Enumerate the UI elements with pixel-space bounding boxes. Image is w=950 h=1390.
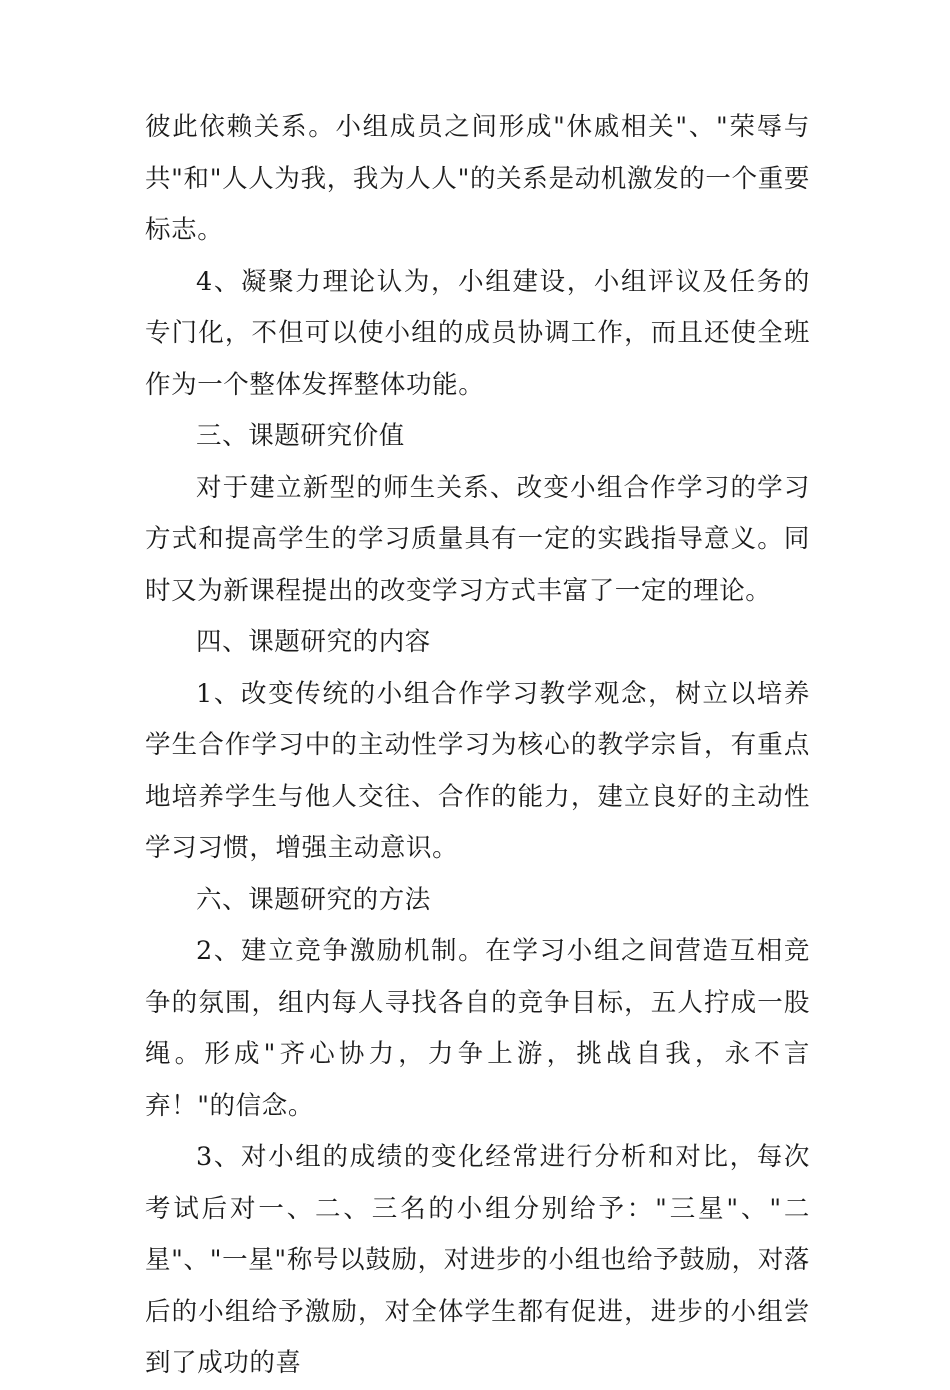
section-heading-research-method: 六、课题研究的方法 [196,884,431,915]
paragraph-content-item-1: 1、改变传统的小组合作学习教学观念，树立以培养学生合作学习中的主动性学习为核心的教学宗旨，有重点地培养学生与他人交往、合作的能力，建立良好的主动性学习习惯，增强主动意识。 [145,678,810,863]
paragraph-method-item-3: 3、对小组的成绩的变化经常进行分析和对比，每次考试后对一、二、三名的小组分别给予："三星"、"二星"、"一星"称号以鼓励，对进步的小组也给予鼓励，对落后的小组给予激励，对全体学生都有促进，进步的小组尝到了成功的喜 [145,1142,810,1378]
paragraph-research-value: 对于建立新型的师生关系、改变小组合作学习的学习方式和提高学生的学习质量具有一定的实践指导意义。同时又为新课程提出的改变学习方式丰富了一定的理论。 [145,472,810,606]
paragraph-continuation: 彼此依赖关系。小组成员之间形成"休戚相关"、"荣辱与共"和"人人为我，我为人人"的关系是动机激发的一个重要标志。 [145,112,810,245]
paragraph-method-item-2: 2、建立竞争激励机制。在学习小组之间营造互相竞争的氛围，组内每人寻找各自的竞争目标，五人拧成一股绳。形成"齐心协力，力争上游，挑战自我，永不言弃！"的信念。 [145,936,810,1121]
section-heading-research-value: 三、课题研究价值 [196,421,405,451]
document-body [145,102,810,1390]
section-heading-research-content: 四、课题研究的内容 [196,627,431,657]
paragraph-cohesion-theory: 4、凝聚力理论认为，小组建设，小组评议及任务的专门化，不但可以使小组的成员协调工作，而且还使全班作为一个整体发挥整体功能。 [145,266,810,400]
